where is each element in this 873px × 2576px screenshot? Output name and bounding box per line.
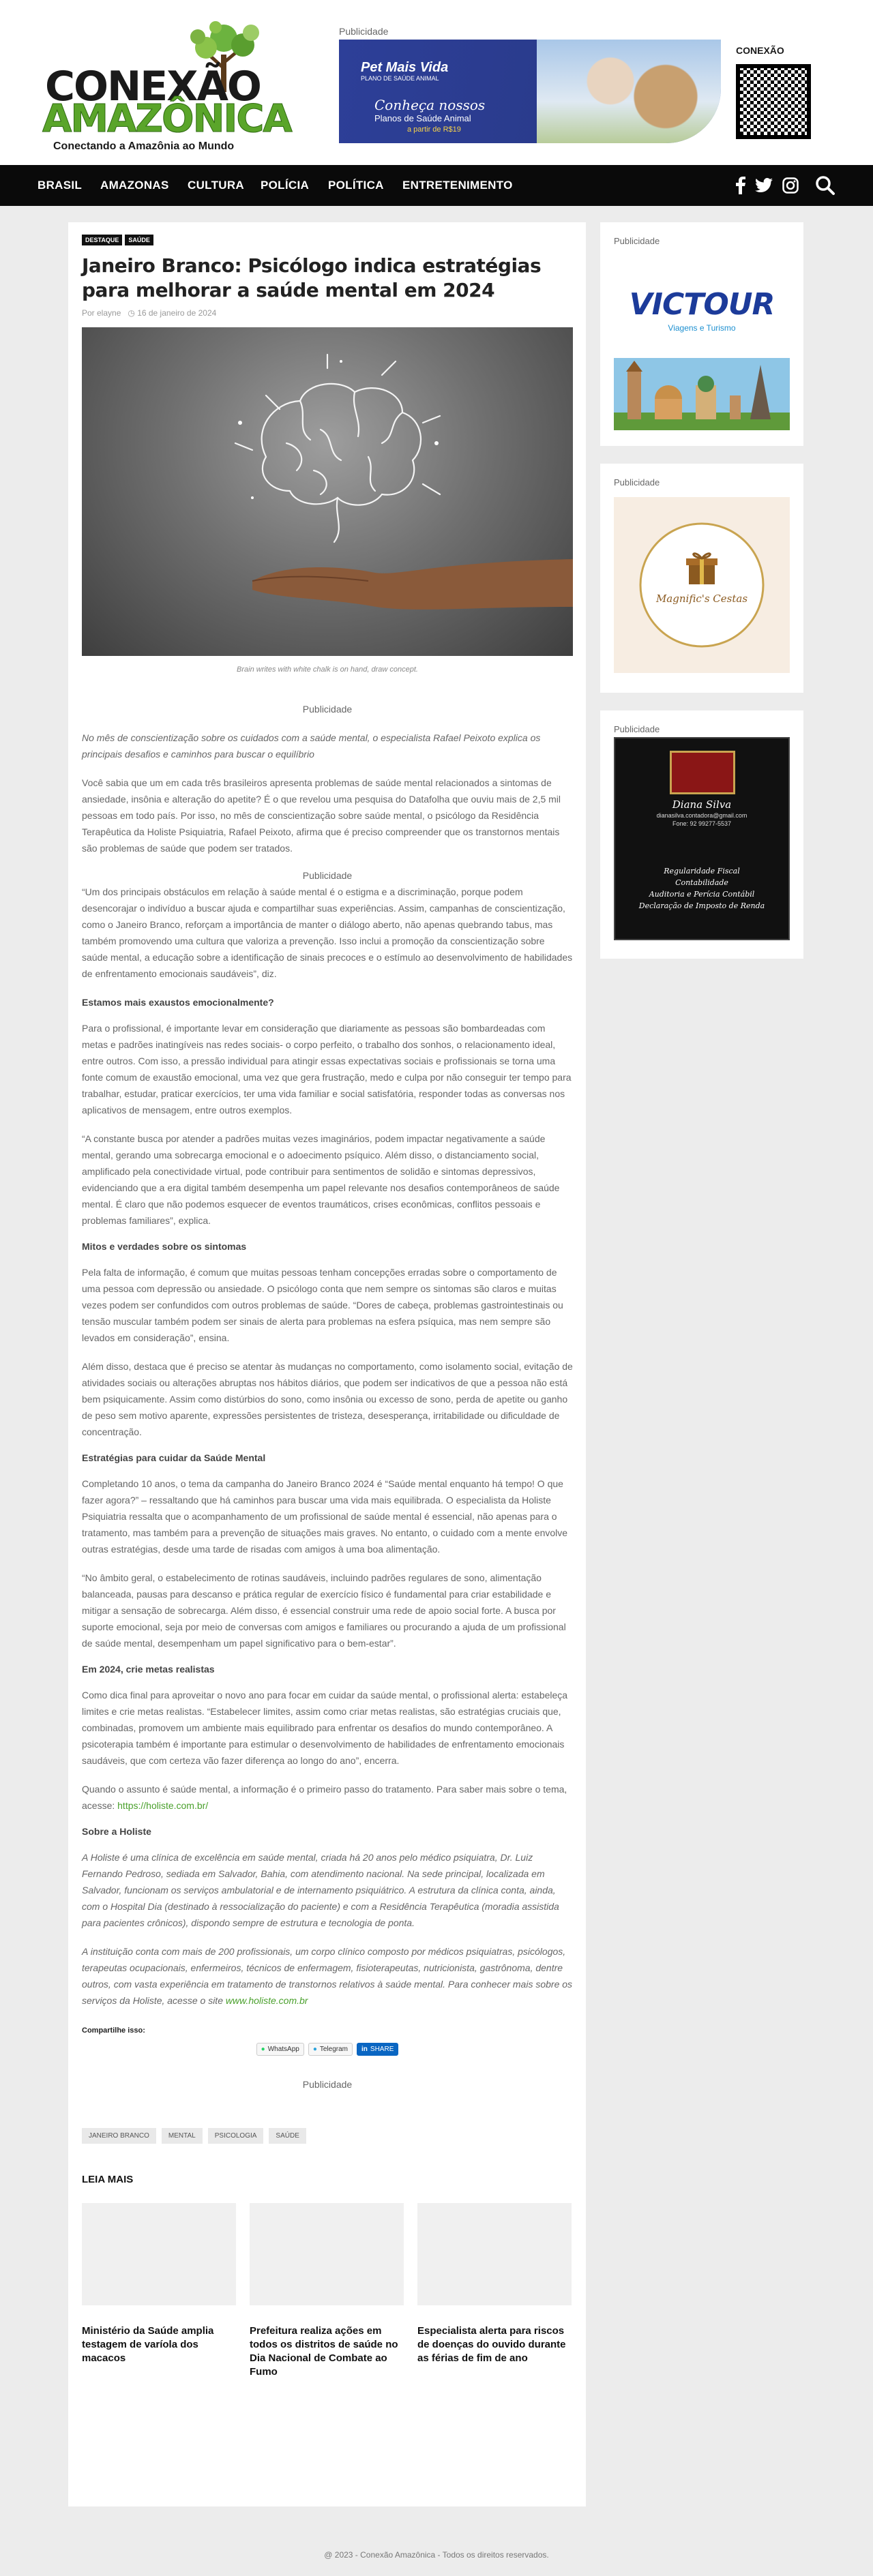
related-card-title[interactable]: Prefeitura realiza ações em todos os distritos de saúde no Dia Nacional de Combate ao Fumo <box>250 2325 398 2378</box>
services-list <box>615 865 788 912</box>
article-paragraph-4: “A constante busca por atender a padrões muitas vezes imaginários, podem impactar negativamente a saúde mental, gerando uma sobrecarga emocional e o adoecimento psíquico. Além disso, o distanciamento social, amplificado pela conectividade virtual, pode contribuir para sentimentos de solidão e sintomas depressivos, evidenciando que a era digital também desempenha um papel relevante nos desafios contemporâneos de saúde mental. É claro que não podemos esquecer de eventos traumáticos, crises econômicas, conflitos pessoais e problemas familiares”, explica. <box>82 1133 560 1226</box>
article-paragraph-8: “No âmbito geral, o estabelecimento de rotinas saudáveis, incluindo padrões regulares de sono, alimentação balanceada, pausas para descanso e prática regular de exercício físico é fundamental para criar estabilidade e mitigar a sensação de sobrecarga. Além disso, é essencial construir uma rede de apoio social forte. A busca por suporte emocional, seja por meio de conversas com amigos e familiares ou procurando a ajuda de um profissional de saúde mental, desempenham um papel significativo para o bem-estar”. <box>82 1572 566 1649</box>
hero-caption: Brain writes with white chalk is on hand, draw concept. <box>237 665 418 674</box>
nav-item-cultura[interactable]: CULTURA <box>188 179 244 192</box>
instagram-icon[interactable] <box>782 177 799 194</box>
related-card[interactable] <box>250 2203 404 2379</box>
banner-price: a partir de R$19 <box>407 125 461 134</box>
section-heading-3: Estratégias para cuidar da Saúde Mental <box>82 1452 266 1463</box>
ad-label-3: Publicidade <box>302 2079 353 2090</box>
article-paragraph-6: Além disso, destaca que é preciso se atentar às mudanças no comportamento, como isolamento social, evitação de atividades sociais ou alterações abruptas nos hábitos diários, que podem ser indicativos de que a pessoa não está bem psiquicamente. Assim como distúrbios do sono, como insônia ou excesso de sono, perda de apetite ou ganho de peso sem motivo aparente, expressões persistentes de tristeza, desesperança, irritabilidade ou dificuldade de concentração. <box>82 1361 573 1437</box>
sidebar-ad-label: Publicidade <box>614 477 660 488</box>
article-tags <box>82 235 573 245</box>
article-paragraph-12 <box>82 1943 573 2009</box>
service-item: Contabilidade <box>675 878 728 887</box>
sidebar <box>600 222 803 976</box>
post-tag[interactable]: JANEIRO BRANCO <box>82 2128 156 2144</box>
tag-destaque[interactable]: DESTAQUE <box>82 235 122 245</box>
related-card-image[interactable] <box>417 2203 572 2305</box>
facebook-icon[interactable] <box>736 177 745 194</box>
contact-email: dianasilva.contadora@gmail.com <box>656 812 748 819</box>
gift-basket-logo <box>614 497 790 673</box>
article-paragraph-2: “Um dos principais obstáculos em relação à saúde mental é o estigma e a discriminação, porque podem desencorajar o indivíduo a buscar ajuda e compartilhar suas experiências. Assim, campanhas de conscientização, como o Janeiro Branco, reforçam a importância de manter o diálogo aberto, não apenas quebrando tabus, mas também promovendo uma cultura que valoriza a prevenção. Isso inclui a promoção da conscientização sobre saúde mental, a educação sobre a identificação de sinais precoces e o estímulo ao desenvolvimento de habilidades de enfrentamento emocionais saudáveis”, diz. <box>82 886 573 979</box>
related-card-image[interactable] <box>250 2203 404 2305</box>
sidebar-ad-label: Publicidade <box>614 724 660 734</box>
share-telegram-button[interactable] <box>308 2043 353 2056</box>
banner-photo <box>537 40 721 143</box>
ad-label-2: Publicidade <box>302 870 353 881</box>
victour-ad[interactable] <box>614 287 790 430</box>
nav-item-politica[interactable]: POLÍTICA <box>328 179 384 192</box>
holiste-site-link[interactable]: www.holiste.com.br <box>225 1995 308 2006</box>
holiste-link[interactable]: https://holiste.com.br/ <box>117 1800 209 1811</box>
victour-logo: VICTOUR <box>629 287 775 322</box>
section-heading-2: Mitos e verdades sobre os sintomas <box>82 1241 247 1252</box>
diana-silva-ad[interactable] <box>614 737 790 940</box>
magnifics-ad[interactable] <box>614 497 790 673</box>
related-card[interactable] <box>417 2203 572 2379</box>
banner-qr-logo: CONEXÃO <box>736 45 784 56</box>
nav-item-brasil[interactable]: BRASIL <box>38 179 83 192</box>
section-heading-4: Em 2024, crie metas realistas <box>82 1664 215 1675</box>
post-tag[interactable]: PSICOLOGIA <box>208 2128 264 2144</box>
nav-item-policia[interactable]: POLÍCIA <box>261 179 310 192</box>
header-ad-label: Publicidade <box>339 26 389 37</box>
related-card[interactable] <box>82 2203 236 2379</box>
banner-brand-sub: PLANO DE SAÚDE ANIMAL <box>361 75 439 82</box>
victour-sub: Viagens e Turismo <box>668 323 736 333</box>
site-header <box>0 0 873 165</box>
logo-slogan: Conectando a Amazônia ao Mundo <box>53 140 235 152</box>
contact-name: Diana Silva <box>672 798 732 811</box>
site-logo[interactable] <box>40 20 291 152</box>
sidebar-ad-label: Publicidade <box>614 236 660 246</box>
hero-image <box>82 327 573 656</box>
magnifics-name: Magnific's Cestas <box>655 593 748 605</box>
article-title: Janeiro Branco: Psicólogo indica estratégias para melhorar a saúde mental em 2024 <box>82 254 542 301</box>
qr-code <box>736 64 811 139</box>
related-heading: LEIA MAIS <box>82 2174 134 2185</box>
article-paragraph-11: A Holiste é uma clínica de excelência em saúde mental, criada há 20 anos pelo médico psiquiatra, Dr. Luiz Fernando Pedroso, sediada em Salvador, Bahia, com atendimento nacional. Na sede principal, localizada em Salvador, funcionam os serviços ambulatorial e de internamento psiquiátrico. A estrutura da clínica conta, ainda, com o Hospital Dia (destinado à ressocialização do paciente) e com a Residência Terapêutica (moradia assistida para pacientes crônicos), dispondo sempre de estrutura e tecnologia de ponta. <box>82 1852 559 1928</box>
article-date-wrap <box>128 308 216 318</box>
sidebar-ad-2 <box>600 464 803 693</box>
whatsapp-icon: ● <box>261 2046 265 2053</box>
related-posts <box>82 2203 573 2379</box>
article-author[interactable]: Por elayne <box>82 308 121 318</box>
tag-saude[interactable]: SAÚDE <box>125 235 153 245</box>
paragraph-12-text: A instituição conta com mais de 200 profissionais, um corpo clínico composto por médicos psiquiatras, psicólogos, terapeutas ocupacionais, enfermeiros, técnicos de enfermagem, fisioterapeutas, nutricionista, gastrônoma, dentre outros, com vasta experiência em tratamento de transtornos relativos à saúde mental. Para conhecer mais sobre os serviços da Holiste, acesse o site <box>82 1946 573 2006</box>
clock-icon: ◷ <box>128 308 138 318</box>
article-paragraph-5: Pela falta de informação, é comum que muitas pessoas tenham concepções erradas sobre o comportamento de uma pessoa com depressão ou ansiedade. O psicólogo conta que nem sempre os sintomas são claros e muitas vezes podem ser confundidos com outros problemas de saúde. “Dores de cabeça, problemas gastrointestinais ou tensão muscular também podem ser sinais de alerta para problemas na esfera psíquica, mas nem sempre são levados em consideração”, ensina. <box>82 1267 563 1343</box>
section-heading-5: Sobre a Holiste <box>82 1826 151 1837</box>
related-card-title[interactable]: Especialista alerta para riscos de doenças do ouvido durante as férias de fim de ano <box>417 2325 566 2364</box>
sidebar-ad-1 <box>600 222 803 446</box>
section-heading-1: Estamos mais exaustos emocionalmente? <box>82 997 274 1008</box>
article-paragraph-9: Como dica final para aproveitar o novo ano para focar em cuidar da saúde mental, o profissional alerta: estabeleça limites e crie metas realistas. “Estabelecer limites, assim como criar metas realistas, são estratégias cruciais que, combinadas, promovem um ambiente mais equilibrado para enfrentar os desafios do mundo contemporâneo. A psicoterapia também é importante para estimular o desenvolvimento de habilidades de enfrentamento emocionais saudáveis, que com certeza vão fazer diferença ao longo do ano”, encerra. <box>82 1690 568 1766</box>
banner-cta: Conheça nossos <box>374 97 486 113</box>
article-paragraph-1: Você sabia que um em cada três brasileiros apresenta problemas de saúde mental relacionados a sintomas de ansiedade, insônia e alteração do apetite? É o que revelou uma pesquisa do Datafolha que ouviu mais de 2,5 mil pessoas em todo país. Por isso, no mês de conscientização sobre saúde mental, o psicólogo da Residência Terapêutica da Holiste Psiquiatria, Rafael Peixoto, afirma que é preciso compreender que os transtornos mentais são problemas de saúde que podem ser tratados. <box>82 777 561 854</box>
article-paragraph-10 <box>82 1781 573 1814</box>
banner-brand: Pet Mais Vida <box>361 60 449 75</box>
monogram-logo <box>670 751 735 794</box>
article-date: 16 de janeiro de 2024 <box>137 308 217 318</box>
share-whatsapp-label: WhatsApp <box>267 2046 299 2053</box>
article-meta <box>82 308 573 318</box>
article-container <box>68 222 586 2506</box>
related-card-image[interactable] <box>82 2203 236 2305</box>
search-icon[interactable] <box>815 175 835 196</box>
logo-word-1: CONEXÃO <box>45 63 261 110</box>
share-whatsapp-button[interactable] <box>256 2043 304 2056</box>
header-ad-banner[interactable] <box>339 40 822 143</box>
post-tag[interactable]: MENTAL <box>162 2128 203 2144</box>
article-paragraph-3: Para o profissional, é importante levar em consideração que diariamente as pessoas são bombardeadas com metas e padrões inatingíveis nas redes sociais- o corpo perfeito, o trabalho dos sonhos, o relacionamento ideal, entre outros. Com isso, a pressão individual para atingir essas expectativas sociais e profissionais se torna uma fonte comum de exaustão emocional, uma vez que gera frustração, medo e culpa por não conseguir ter tempo para trabalhar, estudar, praticar exercícios, ter uma vida familiar e social satisfatória, responder todas as conversas nos aplicativos de mensagem, entre outros exemplos. <box>82 1023 572 1115</box>
ad-label-1: Publicidade <box>302 704 353 715</box>
paragraph-10-text: Quando o assunto é saúde mental, a informação é o primeiro passo do tratamento. Para saber mais sobre o tema, acesse: <box>82 1784 567 1811</box>
share-buttons <box>82 2043 573 2056</box>
article-paragraph-7: Completando 10 anos, o tema da campanha do Janeiro Branco 2024 é “Saúde mental enquanto há tempo! O que fazer agora?” – ressaltando que há caminhos para buscar uma vida mais equilibrada. O especialista da Holiste Psiquiatria ressalta que o acompanhamento de um profissional de saúde mental é essencial, não apenas para o tratamento, mas também para a prevenção de situações mais graves. No entanto, o cuidado com a mente envolve outras estratégias, desde uma tarde de risadas com amigos à uma boa alimentação. <box>82 1478 568 1555</box>
article <box>82 235 573 2379</box>
share-telegram-label: Telegram <box>319 2046 349 2053</box>
logo-word-2: AMAZÔNICA <box>42 97 291 141</box>
twitter-icon[interactable] <box>755 178 773 193</box>
landmarks-image <box>614 358 790 430</box>
sidebar-ad-3 <box>600 710 803 959</box>
share-linkedin-button[interactable] <box>357 2043 398 2056</box>
main-nav <box>0 165 873 206</box>
service-item: Declaração de Imposto de Renda <box>638 901 765 910</box>
linkedin-icon: in <box>361 2046 368 2053</box>
nav-item-amazonas[interactable]: AMAZONAS <box>100 179 169 192</box>
banner-line: Planos de Saúde Animal <box>374 113 471 123</box>
share-linkedin-label: SHARE <box>370 2046 394 2053</box>
site-footer: @ 2023 - Conexão Amazônica - Todos os direitos reservados. <box>324 2550 549 2560</box>
brain-hand-illustration <box>82 327 573 656</box>
nav-item-entretenimento[interactable]: ENTRETENIMENTO <box>402 179 513 192</box>
related-card-title[interactable]: Ministério da Saúde amplia testagem de varíola dos macacos <box>82 2325 214 2364</box>
telegram-icon: ● <box>312 2046 317 2053</box>
article-lead: No mês de conscientização sobre os cuidados com a saúde mental, o especialista Rafael Peixoto explica os principais desafios e caminhos para buscar o equilíbrio <box>82 732 541 760</box>
post-tag[interactable]: SAÚDE <box>269 2128 306 2144</box>
contact-phone: Fone: 92 99277-5537 <box>672 820 732 827</box>
share-label: Compartilhe isso: <box>82 2026 145 2035</box>
service-item: Regularidade Fiscal <box>664 867 740 875</box>
service-item: Auditoria e Perícia Contábil <box>649 890 755 899</box>
nav-icons <box>736 175 835 196</box>
post-tags <box>82 2128 573 2144</box>
